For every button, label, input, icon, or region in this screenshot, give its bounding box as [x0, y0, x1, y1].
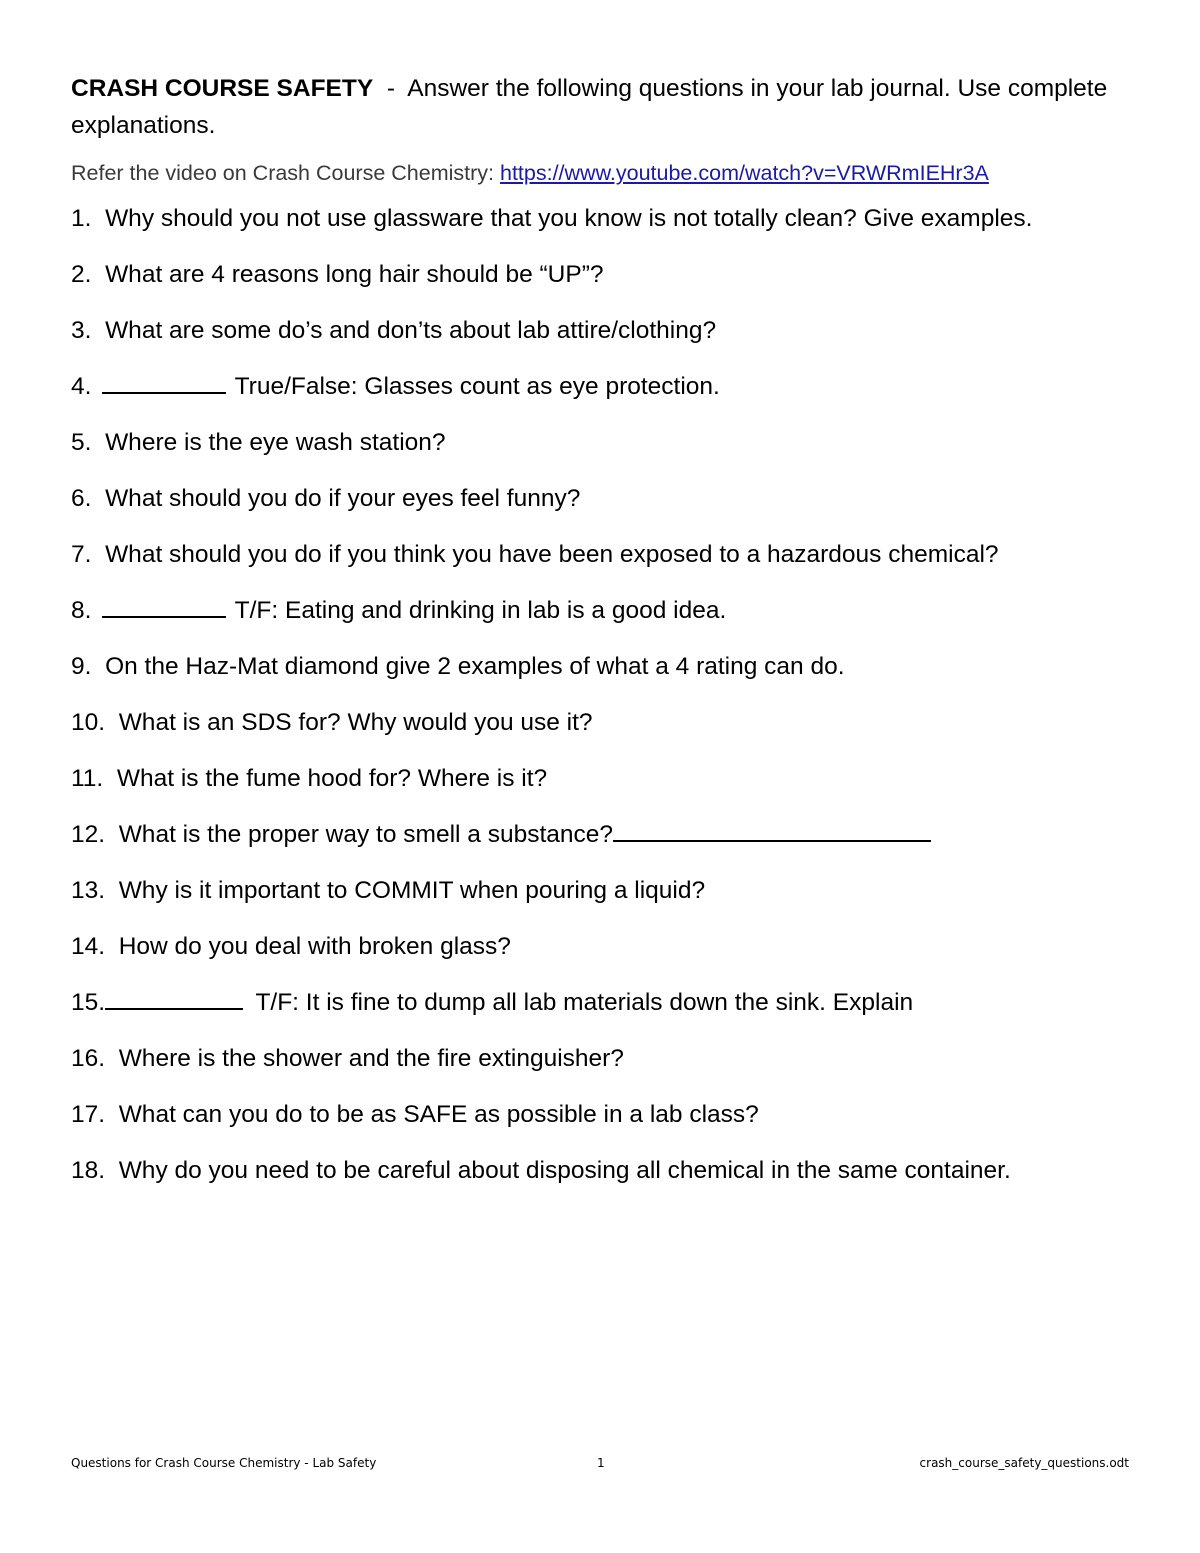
footer-filename: crash_course_safety_questions.odt	[919, 1456, 1129, 1470]
question-text: What should you do if your eyes feel funny?	[105, 485, 581, 512]
question-number: 12.	[71, 821, 106, 848]
footer-page-number: 1	[597, 1456, 605, 1470]
question-text: What is an SDS for? Why would you use it?	[118, 709, 593, 736]
question-text: What is the fume hood for? Where is it?	[116, 765, 548, 792]
answer-blank[interactable]	[105, 986, 243, 1010]
question-list	[71, 200, 1141, 1189]
question-number: 6.	[71, 485, 92, 512]
question-number: 14.	[71, 933, 106, 960]
question-text: Why do you need to be careful about disposing all chemical in the same container.	[118, 1157, 1011, 1184]
heading-separator: -	[373, 75, 408, 102]
question-number: 3.	[71, 317, 92, 344]
question-text: What is the proper way to smell a substance?	[118, 821, 614, 848]
question-number: 10.	[71, 709, 106, 736]
document-body	[71, 70, 1141, 1208]
question-4	[71, 368, 1141, 405]
answer-blank[interactable]	[102, 594, 226, 618]
question-6	[71, 480, 1141, 517]
question-number: 1.	[71, 205, 92, 232]
question-7	[71, 536, 1141, 573]
question-14	[71, 928, 1141, 965]
question-text: What should you do if you think you have been exposed to a hazardous chemical?	[105, 541, 999, 568]
question-number: 15.	[71, 989, 106, 1016]
question-number: 8.	[71, 597, 92, 624]
video-link[interactable]: https://www.youtube.com/watch?v=VRWRmIEHr3A	[499, 161, 989, 185]
question-number: 4.	[71, 373, 92, 400]
question-number: 9.	[71, 653, 92, 680]
question-number: 18.	[71, 1157, 106, 1184]
question-8	[71, 592, 1141, 629]
reference-prefix: Refer the video on Crash Course Chemistry:	[71, 161, 500, 185]
worksheet-title: CRASH COURSE SAFETY	[71, 75, 374, 102]
question-text: What are some do’s and don’ts about lab attire/clothing?	[105, 317, 717, 344]
question-18	[71, 1152, 1141, 1189]
question-10	[71, 704, 1141, 741]
question-13	[71, 872, 1141, 909]
question-text: Where is the eye wash station?	[105, 429, 446, 456]
question-text: Where is the shower and the fire extinguisher?	[118, 1045, 624, 1072]
question-9	[71, 648, 1141, 685]
answer-blank[interactable]	[102, 370, 226, 394]
question-16	[71, 1040, 1141, 1077]
question-5	[71, 424, 1141, 461]
question-number: 11.	[71, 765, 104, 792]
question-number: 7.	[71, 541, 92, 568]
video-reference	[71, 158, 1141, 188]
footer-document-title: Questions for Crash Course Chemistry - Lab Safety	[71, 1456, 377, 1470]
question-17	[71, 1096, 1141, 1133]
worksheet-heading	[71, 70, 1141, 144]
question-11	[71, 760, 1141, 797]
question-text: What can you do to be as SAFE as possible in a lab class?	[118, 1101, 759, 1128]
question-text: How do you deal with broken glass?	[118, 933, 511, 960]
question-number: 5.	[71, 429, 92, 456]
question-3	[71, 312, 1141, 349]
question-text: Why should you not use glassware that you know is not totally clean? Give examples.	[105, 205, 1033, 232]
question-text: T/F: Eating and drinking in lab is a good idea.	[234, 597, 727, 624]
question-text: On the Haz-Mat diamond give 2 examples of what a 4 rating can do.	[105, 653, 845, 680]
answer-blank[interactable]	[613, 818, 931, 842]
question-1	[71, 200, 1141, 237]
question-number: 16.	[71, 1045, 106, 1072]
question-12	[71, 816, 1141, 853]
question-number: 17.	[71, 1101, 106, 1128]
question-15	[71, 984, 1141, 1021]
question-2	[71, 256, 1141, 293]
question-text: True/False: Glasses count as eye protection.	[234, 373, 720, 400]
worksheet-instructions: Answer the following questions in your lab journal. Use complete explanations.	[71, 75, 1108, 139]
question-text: Why is it important to COMMIT when pouring a liquid?	[118, 877, 706, 904]
question-number: 13.	[71, 877, 106, 904]
question-text: T/F: It is fine to dump all lab materials down the sink. Explain	[255, 989, 914, 1016]
question-number: 2.	[71, 261, 92, 288]
question-text: What are 4 reasons long hair should be “UP”?	[105, 261, 604, 288]
